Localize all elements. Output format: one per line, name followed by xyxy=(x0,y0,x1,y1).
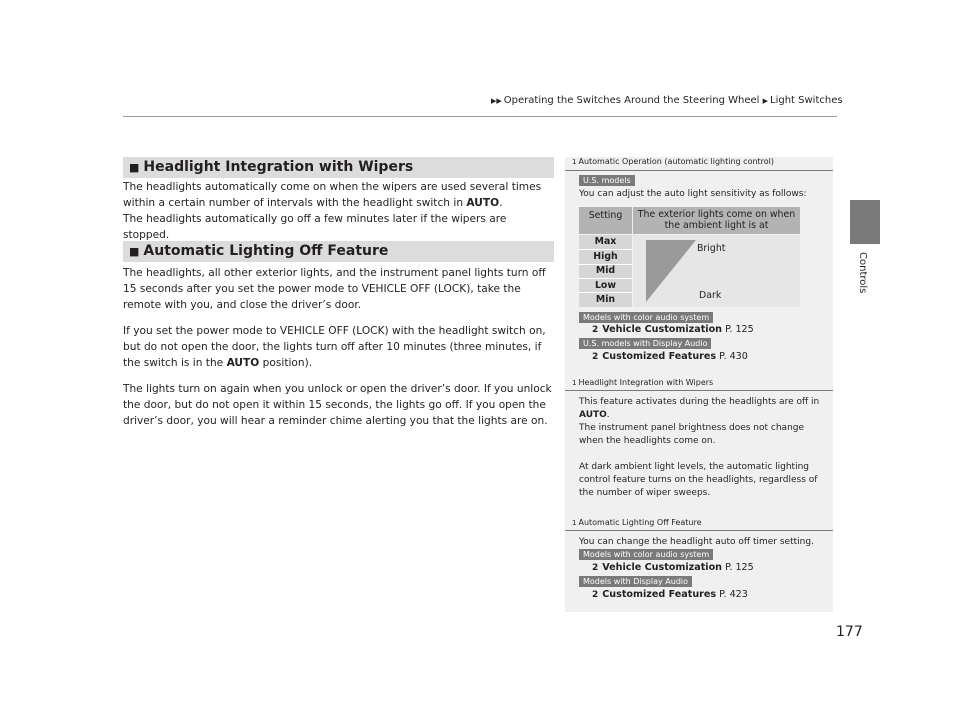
note-title-text: Headlight Integration with Wipers xyxy=(578,378,714,387)
badge-display-audio: Models with Display Audio xyxy=(579,576,692,587)
breadcrumb xyxy=(491,95,843,106)
level-low: Low xyxy=(594,280,617,291)
xref-vehicle-customization[interactable] xyxy=(592,324,754,335)
table-header-setting: Setting xyxy=(579,207,632,234)
text: The headlights automatically come on when the wipers are used several times within a certain number of intervals with the headlight switch in xyxy=(123,181,542,209)
text: . xyxy=(606,410,610,420)
xref-title: Vehicle Customization xyxy=(602,562,723,573)
square-bullet-icon: ■ xyxy=(129,245,140,258)
note-marker-icon: 1 xyxy=(572,379,577,387)
text: . xyxy=(499,197,503,209)
badge-color-audio: Models with color audio system xyxy=(579,549,713,560)
section-heading-auto-off xyxy=(123,241,554,262)
section-heading-text: Automatic Lighting Off Feature xyxy=(143,243,389,259)
square-bullet-icon: ■ xyxy=(129,161,140,174)
xref-page: P. 423 xyxy=(716,589,748,600)
note-text: You can change the headlight auto off timer setting. xyxy=(579,537,814,547)
xref-arrow-icon: 2 xyxy=(592,325,599,335)
xref-arrow-icon: 2 xyxy=(592,563,599,573)
note-title-text: Automatic Lighting Off Feature xyxy=(578,518,702,527)
xref-arrow-icon: 2 xyxy=(592,352,599,362)
level-high: High xyxy=(593,251,618,262)
badge-color-audio: Models with color audio system xyxy=(579,312,713,323)
note-title-headlight-integration xyxy=(572,378,713,387)
label-dark: Dark xyxy=(699,290,722,301)
xref-vehicle-customization[interactable] xyxy=(592,562,754,573)
breadcrumb-part-2: Light Switches xyxy=(770,95,843,106)
paragraph xyxy=(123,323,555,371)
paragraph xyxy=(123,179,555,211)
note-rule xyxy=(565,170,833,171)
header-rule xyxy=(123,116,837,117)
xref-page: P. 125 xyxy=(722,562,754,573)
xref-customized-features[interactable] xyxy=(592,351,748,362)
note-title-automatic-operation xyxy=(572,157,774,166)
xref-page: P. 430 xyxy=(716,351,748,362)
note-text: You can adjust the auto light sensitivity as follows: xyxy=(579,189,807,199)
xref-customized-features[interactable] xyxy=(592,589,748,600)
section-body-headlight-integration xyxy=(123,179,555,243)
note-title-text: Automatic Operation xyxy=(578,157,665,166)
chapter-tab xyxy=(850,200,880,244)
label-bright: Bright xyxy=(697,243,726,254)
paragraph: The lights turn on again when you unlock or open the driver’s door. If you unlock the door, but do not open it within 15 seconds, the lights go off. If you open the driver’s door, you will hear a reminder chime alerting you that the lights are on. xyxy=(123,383,552,427)
paragraph: The headlights, all other exterior lights, and the instrument panel lights turn off 15 seconds after you set the power mode to VEHICLE OFF (LOCK), take the remote with you, and close the driver’s door. xyxy=(123,267,546,311)
xref-title: Vehicle Customization xyxy=(602,324,723,335)
note-line: This feature activates during the headlights are off in xyxy=(579,397,820,407)
note-rule xyxy=(565,390,833,391)
xref-title: Customized Features xyxy=(602,351,717,362)
bold-text: AUTO xyxy=(226,357,260,369)
note-title-auto-off xyxy=(572,518,702,527)
note-marker-icon: 1 xyxy=(572,158,577,166)
double-arrow-icon: ▶▶ xyxy=(491,97,502,105)
xref-page: P. 125 xyxy=(722,324,754,335)
table-header-ambient: The exterior lights come on when the ambient light is at xyxy=(633,207,800,234)
note-line: At dark ambient light levels, the automatic lighting control feature turns on the headlights, regardless of the number of wiper sweeps. xyxy=(579,462,818,498)
section-heading-text: Headlight Integration with Wipers xyxy=(143,159,414,175)
note-rule xyxy=(565,530,833,531)
section-body-auto-off xyxy=(123,265,555,439)
badge-us-models: U.S. models xyxy=(579,175,635,186)
arrow-icon: ▶ xyxy=(762,97,769,105)
badge-us-display-audio: U.S. models with Display Audio xyxy=(579,338,711,349)
section-heading-headlight-integration xyxy=(123,157,554,178)
breadcrumb-part-1: Operating the Switches Around the Steering Wheel xyxy=(503,95,760,106)
xref-arrow-icon: 2 xyxy=(592,590,599,600)
page-number: 177 xyxy=(836,624,863,640)
note-marker-icon: 1 xyxy=(572,519,577,527)
text: position). xyxy=(259,357,313,369)
xref-title: Customized Features xyxy=(602,589,717,600)
note-title-paren: (automatic lighting control) xyxy=(664,157,775,166)
level-min: Min xyxy=(595,294,616,305)
bold-text: AUTO xyxy=(579,410,607,420)
bold-text: AUTO xyxy=(466,197,500,209)
note-text-headlight-integration xyxy=(579,396,829,500)
chapter-label: Controls xyxy=(857,252,868,294)
note-line xyxy=(579,409,829,422)
paragraph: The headlights automatically go off a few minutes later if the wipers are stopped. xyxy=(123,213,507,241)
note-line: The instrument panel brightness does not change when the headlights come on. xyxy=(579,423,805,446)
level-mid: Mid xyxy=(595,265,616,276)
level-max: Max xyxy=(594,236,617,247)
text: If you set the power mode to VEHICLE OFF (LOCK) with the headlight switch on, but do not open the door, the lights turn off after 10 minutes (three minutes, if the switch is in the xyxy=(123,325,546,369)
